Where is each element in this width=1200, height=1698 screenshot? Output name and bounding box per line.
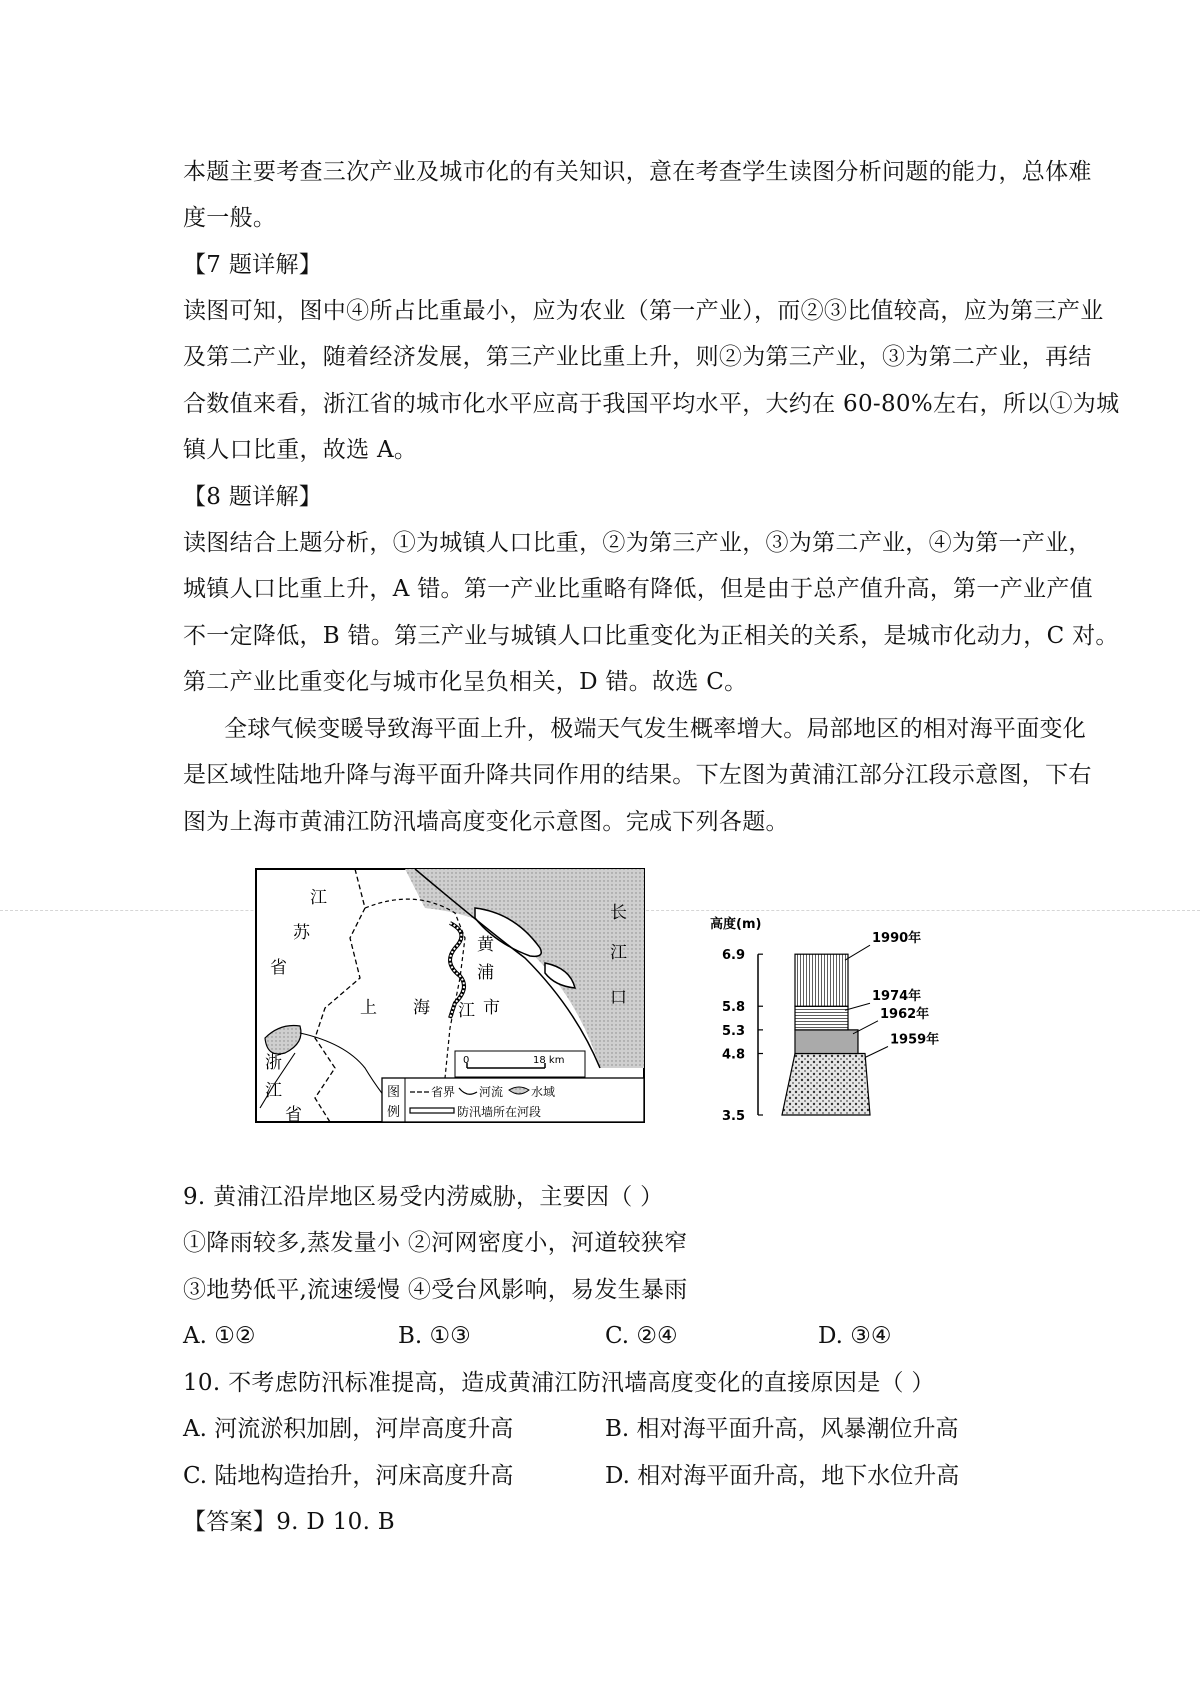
wall-year-label: 1974年 — [872, 989, 922, 1005]
label-jiangsu-1: 江 — [310, 888, 327, 908]
wall-year-label: 1959年 — [890, 1032, 940, 1048]
legend-water: 水域 — [531, 1085, 556, 1099]
q8-line-4: 第二产业比重变化与城市化呈负相关，D 错。故选 C。 — [183, 669, 748, 695]
wall-ylabel: 高度(m) — [710, 917, 762, 932]
passage-line-3: 图为上海市黄浦江防汛墙高度变化示意图。完成下列各题。 — [183, 809, 789, 835]
label-zhejiang-2: 江 — [265, 1081, 282, 1101]
wall-layer-1974 — [795, 1006, 848, 1030]
wall-layer-1959 — [782, 1054, 870, 1115]
passage-line-1: 全球气候变暖导致海平面上升，极端天气发生概率增大。局部地区的相对海平面变化 — [224, 716, 1087, 742]
label-jiangsu-3: 省 — [270, 958, 287, 978]
label-shanghai-2: 海 — [413, 998, 430, 1018]
label-zhejiang-1: 浙 — [265, 1053, 282, 1073]
q7-line-3: 合数值来看，浙江省的城市化水平应高于我国平均水平，大约在 60-80%左右，所以①为城 — [183, 391, 1120, 417]
label-shanghai-3: 市 — [483, 998, 500, 1018]
q9-option-b[interactable]: B. ①③ — [398, 1323, 471, 1349]
answer-line: 【答案】9. D 10. B — [183, 1509, 395, 1535]
wall-tick-label: 3.5 — [722, 1109, 746, 1124]
q10-option-d[interactable]: D. 相对海平面升高，地下水位升高 — [605, 1463, 960, 1489]
wall-tick-label: 5.3 — [722, 1023, 746, 1039]
label-huangpu-1: 黄 — [477, 935, 494, 955]
label-huangpu-2: 浦 — [477, 963, 494, 983]
label-jiangsu-2: 苏 — [293, 923, 310, 943]
q8-line-1: 读图结合上题分析，①为城镇人口比重，②为第三产业，③为第二产业，④为第一产业， — [183, 530, 1092, 556]
legend-boundary: 省界 — [431, 1085, 456, 1099]
wall-year-label: 1990年 — [872, 931, 922, 947]
q9-option-c[interactable]: C. ②④ — [605, 1323, 678, 1349]
label-shanghai-1: 上 — [360, 998, 377, 1018]
wall-tick-label: 6.9 — [722, 948, 746, 964]
q10-option-b[interactable]: B. 相对海平面升高，风暴潮位升高 — [605, 1416, 959, 1442]
wall-bars — [782, 954, 870, 1115]
label-changjiang-2: 江 — [610, 943, 627, 963]
wall-axis — [722, 948, 763, 1124]
q9-option-a[interactable]: A. ①② — [183, 1323, 256, 1349]
q8-line-2: 城镇人口比重上升，A 错。第一产业比重略有降低，但是由于总产值升高，第一产业产值 — [183, 576, 1093, 602]
q9-stem: 9. 黄浦江沿岸地区易受内涝威胁，主要因（ ） — [183, 1184, 664, 1210]
wall-year-labels — [845, 930, 939, 1057]
q7-line-2: 及第二产业，随着经济发展，第三产业比重上升，则②为第三产业，③为第二产业，再结 — [183, 344, 1092, 370]
legend-title-2: 例 — [387, 1105, 401, 1120]
wall-year-leader — [865, 1047, 888, 1058]
q7-header: 【7 题详解】 — [183, 252, 323, 278]
label-zhejiang-3: 省 — [285, 1105, 302, 1123]
wall-year-leader — [853, 1021, 878, 1034]
q7-line-4: 镇人口比重，故选 A。 — [183, 437, 418, 463]
q9-statements-2: ③地势低平,流速缓慢 ④受台风影响，易发生暴雨 — [183, 1277, 688, 1303]
legend-floodwall: 防汛墙所在河段 — [457, 1105, 542, 1119]
floodwall-legend-symbol — [410, 1108, 454, 1113]
passage-line-2: 是区域性陆地升降与海平面升降共同作用的结果。下左图为黄浦江部分江段示意图，下右 — [183, 762, 1092, 788]
wall-year-label: 1962年 — [880, 1006, 930, 1022]
wall-year-leader — [845, 1003, 870, 1010]
q10-stem: 10. 不考虑防汛标准提高，造成黄浦江防汛墙高度变化的直接原因是（ ） — [183, 1370, 935, 1396]
q8-header: 【8 题详解】 — [183, 484, 323, 510]
legend-river: 河流 — [479, 1085, 504, 1099]
scale-bar-box — [455, 1051, 585, 1077]
q10-option-a[interactable]: A. 河流淤积加剧，河岸高度升高 — [183, 1416, 514, 1442]
intro-line-2: 度一般。 — [183, 205, 277, 231]
q9-option-d[interactable]: D. ③④ — [818, 1323, 892, 1349]
floodwall-height-figure — [710, 910, 970, 1134]
scale-zero: 0 — [463, 1055, 470, 1066]
intro-line-1: 本题主要考查三次产业及城市化的有关知识，意在考查学生读图分析问题的能力，总体难 — [183, 159, 1092, 185]
wall-layer-1962 — [795, 1030, 858, 1054]
wall-year-leader — [845, 945, 870, 960]
q7-line-1: 读图可知，图中④所占比重最小，应为农业（第一产业），而②③比值较高，应为第三产业 — [183, 298, 1104, 324]
huangpu-map-figure — [255, 868, 645, 1127]
label-changjiang-1: 长 — [610, 903, 627, 923]
wall-layer-1990 — [795, 954, 848, 1006]
q9-statements-1: ①降雨较多,蒸发量小 ②河网密度小，河道较狭窄 — [183, 1230, 688, 1256]
label-huangpu-3: 江 — [458, 1001, 475, 1021]
q8-line-3: 不一定降低，B 错。第三产业与城镇人口比重变化为正相关的关系，是城市化动力，C 对。 — [183, 623, 1119, 649]
q10-option-c[interactable]: C. 陆地构造抬升，河床高度升高 — [183, 1463, 514, 1489]
scale-value: 18 km — [533, 1055, 565, 1066]
wall-tick-label: 4.8 — [722, 1047, 746, 1063]
legend-title-1: 图 — [387, 1085, 401, 1100]
wall-tick-label: 5.8 — [722, 1000, 746, 1016]
label-changjiang-3: 口 — [610, 988, 627, 1008]
